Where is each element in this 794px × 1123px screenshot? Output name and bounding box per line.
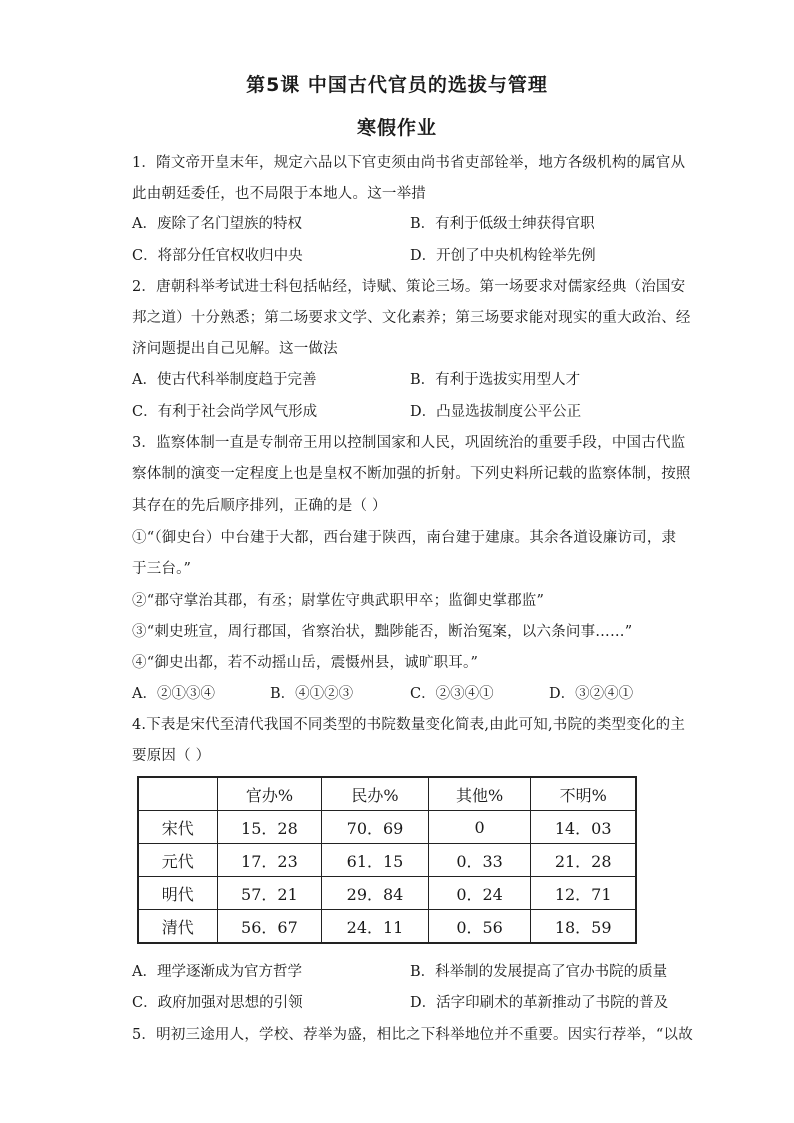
table-cell: 57．21 [217, 877, 322, 910]
q3-option-a: A．②①③④ [132, 686, 215, 702]
table-cell: 56．67 [217, 910, 322, 944]
table-cell: 24．11 [322, 910, 429, 944]
table-cell: 61．15 [322, 844, 429, 877]
table-header-cell: 其他% [428, 777, 531, 811]
q4-line: 4.下表是宋代至清代我国不同类型的书院数量变化简表,由此可知,书院的类型变化的主 [132, 717, 686, 733]
table-row [138, 877, 636, 910]
q2-option-a: A．使古代科举制度趋于完善 [132, 372, 317, 388]
table-row [138, 910, 636, 944]
q3-line: 察体制的演变一定程度上也是皇权不断加强的折射。下列史料所记载的监察体制，按照 [132, 466, 691, 482]
table-header-cell [138, 777, 217, 811]
page-title: 第5课 中国古代官员的选拔与管理 [246, 74, 548, 96]
table-cell: 宋代 [138, 811, 217, 844]
table-row [138, 844, 636, 877]
table-header-cell: 不明% [531, 777, 636, 811]
table-cell: 17．23 [217, 844, 322, 877]
table-cell: 14．03 [531, 811, 636, 844]
table-header-row [138, 777, 636, 811]
q4-line: 要原因（ ） [132, 748, 211, 764]
q3-source-2: ②“郡守掌治其郡，有丞；尉掌佐守典武职甲卒；监御史掌郡监” [132, 593, 545, 609]
q4-option-b: B．科举制的发展提高了官办书院的质量 [410, 964, 668, 980]
q1-option-c: C．将部分任官权收归中央 [132, 248, 303, 264]
table-cell: 18．59 [531, 910, 636, 944]
q1-line: 1．隋文帝开皇末年，规定六品以下官吏须由尚书省吏部铨举，地方各级机构的属官从 [132, 155, 686, 171]
table-cell: 明代 [138, 877, 217, 910]
table-cell: 0．56 [428, 910, 531, 944]
table-header-cell: 民办% [322, 777, 429, 811]
q1-option-a: A．废除了名门望族的特权 [132, 216, 302, 232]
table-cell: 0．24 [428, 877, 531, 910]
q3-option-c: C．②③④① [410, 686, 494, 702]
q3-source-4: ④“御史出都，若不动摇山岳，震慑州县，诚旷职耳。” [132, 655, 479, 671]
q1-option-d: D．开创了中央机构铨举先例 [410, 248, 596, 264]
q3-line: 其存在的先后顺序排列，正确的是（ ） [132, 498, 387, 514]
table-cell: 21．28 [531, 844, 636, 877]
page-subtitle: 寒假作业 [356, 117, 437, 139]
q3-source-1-cont: 于三台。” [132, 561, 192, 577]
q4-option-c: C．政府加强对思想的引领 [132, 995, 303, 1011]
table-cell: 15．28 [217, 811, 322, 844]
q2-line: 邦之道）十分熟悉；第二场要求文学、文化素养；第三场要求能对现实的重大政治、经 [132, 310, 691, 326]
q2-line: 2．唐朝科举考试进士科包括帖经，诗赋、策论三场。第一场要求对儒家经典（治国安 [132, 279, 686, 295]
table-cell: 70．69 [322, 811, 429, 844]
table-row [138, 811, 636, 844]
academy-statistics-table [137, 776, 637, 944]
table-cell: 清代 [138, 910, 217, 944]
table-header-cell: 官办% [217, 777, 322, 811]
q3-source-1: ①“（御史台）中台建于大都，西台建于陕西，南台建于建康。其余各道设廉访司，隶 [132, 530, 677, 546]
q3-source-3: ③“刺史班宣，周行郡国，省察治状，黜陟能否，断治冤案，以六条问事……” [132, 624, 633, 640]
q3-line: 3．监察体制一直是专制帝王用以控制国家和人民，巩固统治的重要手段，中国古代监 [132, 435, 686, 451]
table-cell: 0．33 [428, 844, 531, 877]
q1-option-b: B．有利于低级士绅获得官职 [410, 216, 595, 232]
table-cell: 12．71 [531, 877, 636, 910]
q4-option-a: A．理学逐渐成为官方哲学 [132, 964, 302, 980]
q2-line: 济问题提出自己见解。这一做法 [132, 341, 338, 357]
table-cell: 29．84 [322, 877, 429, 910]
table-cell: 元代 [138, 844, 217, 877]
q1-line: 此由朝廷委任，也不局限于本地人。这一举措 [132, 186, 426, 202]
q3-option-b: B．④①②③ [270, 686, 354, 702]
q3-option-d: D．③②④① [549, 686, 634, 702]
q5-line: 5．明初三途用人，学校、荐举为盛，相比之下科举地位并不重要。因实行荐举，“以故 [132, 1027, 693, 1043]
q2-option-c: C．有利于社会尚学风气形成 [132, 404, 318, 420]
q2-option-d: D．凸显选拔制度公平公正 [410, 404, 582, 420]
table-cell: 0 [428, 811, 531, 844]
q2-option-b: B．有利于选拔实用型人才 [410, 372, 581, 388]
q4-option-d: D．活字印刷术的革新推动了书院的普及 [410, 995, 669, 1011]
